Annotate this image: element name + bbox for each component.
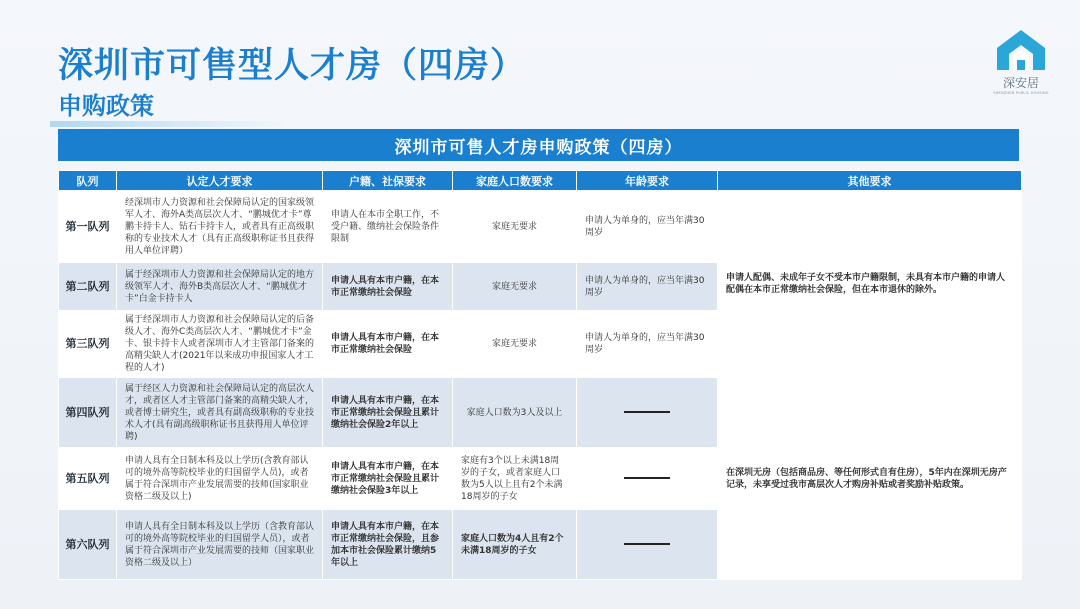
table-row bbox=[59, 191, 1022, 263]
brand-logo bbox=[990, 28, 1052, 102]
dash-placeholder bbox=[624, 477, 670, 479]
header-age: 年龄要求 bbox=[577, 171, 718, 191]
age-cell: 申请人为单身的，应当年满30周岁 bbox=[577, 311, 718, 378]
family-cell: 家庭无要求 bbox=[453, 191, 577, 263]
table-header-row bbox=[59, 171, 1022, 191]
family-cell: 家庭人口数为4人且有2个未满18周岁的子女 bbox=[453, 510, 577, 580]
family-cell: 家庭无要求 bbox=[453, 263, 577, 311]
hukou-cell: 申请人具有本市户籍，在本市正常缴纳社会保险 bbox=[323, 263, 453, 311]
age-cell: 申请人为单身的，应当年满30周岁 bbox=[577, 263, 718, 311]
age-cell: 申请人为单身的，应当年满30周岁 bbox=[577, 191, 718, 263]
header-other: 其他要求 bbox=[718, 171, 1022, 191]
dash-placeholder bbox=[624, 543, 670, 545]
policy-table bbox=[58, 170, 1022, 580]
talent-cell: 申请人具有全日制本科及以上学历(含教育部认可的境外高等院校毕业的归国留学人员)，或者属于符合深圳市产业发展需要的技师(国家职业资格二级及以上) bbox=[117, 448, 323, 510]
team-cell: 第六队列 bbox=[59, 510, 117, 580]
talent-cell: 经深圳市人力资源和社会保障局认定的国家级领军人才、海外A类高层次人才、“鹏城优才卡”尊鹏卡持卡人、钻石卡持卡人，或者具有正高级职称的专业技术人才（具有正高级职称证书且获得用人单位评聘） bbox=[117, 191, 323, 263]
hukou-cell: 申请人在本市全职工作，不受户籍、缴纳社会保险条件限制 bbox=[323, 191, 453, 263]
header-team: 队列 bbox=[59, 171, 117, 191]
page-title: 深圳市可售型人才房（四房） bbox=[58, 46, 527, 86]
age-cell bbox=[577, 448, 718, 510]
table-banner: 深圳市可售人才房申购政策（四房） bbox=[58, 129, 1019, 161]
talent-cell: 属于经深圳市人力资源和社会保障局认定的地方级领军人才、海外B类高层次人才、“鹏城优才卡”白金卡持卡人 bbox=[117, 263, 323, 311]
hukou-cell: 申请人具有本市户籍，在本市正常缴纳社会保险 bbox=[323, 311, 453, 378]
page-subtitle: 申购政策 bbox=[58, 86, 154, 121]
talent-cell: 属于经深圳市人力资源和社会保障局认定的后备级人才、海外C类高层次人才、“鹏城优才卡”金卡、银卡持卡人或者深圳市人才主管部门备案的高精尖缺人才(2021年以来成功申报国家人才工程的人才) bbox=[117, 311, 323, 378]
other-cell-2: 在深圳无房（包括商品房、等任何形式自有住房），5年内在深圳无房产记录，未享受过我市高层次人才购房补贴或者奖励补贴政策。 bbox=[718, 378, 1022, 580]
team-cell: 第一队列 bbox=[59, 191, 117, 263]
age-cell bbox=[577, 510, 718, 580]
team-cell: 第四队列 bbox=[59, 378, 117, 448]
hukou-cell: 申请人具有本市户籍，在本市正常缴纳社会保险且累计缴纳社会保险3年以上 bbox=[323, 448, 453, 510]
other-cell-1: 申请人配偶、未成年子女不受本市户籍限制，未具有本市户籍的申请人配偶在本市正常缴纳社会保险，但在本市退休的除外。 bbox=[718, 191, 1022, 378]
team-cell: 第二队列 bbox=[59, 263, 117, 311]
house-logo-icon bbox=[995, 28, 1047, 72]
header-hukou: 户籍、社保要求 bbox=[323, 171, 453, 191]
logo-tagline: SHENZHEN PUBLIC HOUSING bbox=[993, 91, 1049, 95]
hukou-cell: 申请人具有本市户籍，在本市正常缴纳社会保险且累计缴纳社会保险2年以上 bbox=[323, 378, 453, 448]
team-cell: 第三队列 bbox=[59, 311, 117, 378]
table-row bbox=[59, 378, 1022, 448]
hukou-cell: 申请人具有本市户籍，在本市正常缴纳社会保险，且参加本市社会保险累计缴纳5年以上 bbox=[323, 510, 453, 580]
dash-placeholder bbox=[624, 411, 670, 413]
family-cell: 家庭有3个以上未满18周岁的子女，或者家庭人口数为5人以上且有2个未满18周岁的子女 bbox=[453, 448, 577, 510]
talent-cell: 属于经区人力资源和社会保障局认定的高层次人才，或者区人才主管部门备案的高精尖缺人才，或者博士研究生，或者具有副高级职称的专业技术人才(具有副高级职称证书且获得用人单位评聘) bbox=[117, 378, 323, 448]
logo-name: 深安居 bbox=[1002, 76, 1039, 90]
age-cell bbox=[577, 378, 718, 448]
family-cell: 家庭无要求 bbox=[453, 311, 577, 378]
header-family: 家庭人口数要求 bbox=[453, 171, 577, 191]
header-talent: 认定人才要求 bbox=[117, 171, 323, 191]
talent-cell: 申请人具有全日制本科及以上学历（含教育部认可的境外高等院校毕业的归国留学人员），或者属于符合深圳市产业发展需要的技师（国家职业资格二级及以上） bbox=[117, 510, 323, 580]
family-cell: 家庭人口数为3人及以上 bbox=[453, 378, 577, 448]
team-cell: 第五队列 bbox=[59, 448, 117, 510]
